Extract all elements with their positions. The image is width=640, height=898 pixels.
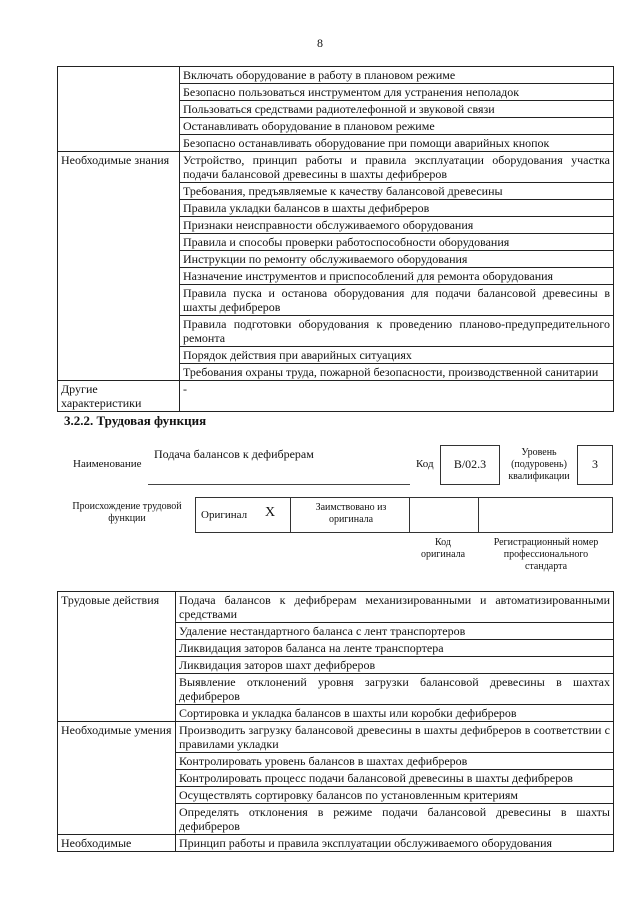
row-label-other: Другие характеристики <box>58 381 180 412</box>
table-cell: - <box>180 381 614 412</box>
table-cell: Сортировка и укладка балансов в шахты или коробки дефибреров <box>176 705 614 722</box>
table-cell: Признаки неисправности обслуживаемого оборудования <box>180 217 614 234</box>
table-cell: Безопасно пользоваться инструментом для устранения неполадок <box>180 84 614 101</box>
table-cell: Безопасно останавливать оборудование при помощи аварийных кнопок <box>180 135 614 152</box>
table-cell: Требования охраны труда, пожарной безопасности, производственной санитарии <box>180 364 614 381</box>
bottom-requirements-table <box>57 591 614 852</box>
name-label: Наименование <box>73 458 142 470</box>
table-cell: Подача балансов к дефибрерам механизированными и автоматизированными средствами <box>176 592 614 623</box>
code-label: Код <box>416 458 434 470</box>
row-label-actions: Трудовые действия <box>58 592 176 722</box>
table-cell: Правила укладки балансов в шахты дефибреров <box>180 200 614 217</box>
code-original-label: Код оригинала <box>420 537 466 560</box>
table-cell: Порядок действия при аварийных ситуациях <box>180 347 614 364</box>
row-label <box>58 67 180 152</box>
table-cell: Инструкции по ремонту обслуживаемого оборудования <box>180 251 614 268</box>
table-cell: Контролировать уровень балансов в шахтах дефибреров <box>176 753 614 770</box>
table-cell: Правила пуска и останова оборудования для подачи балансовой древесины в шахты дефибреров <box>180 285 614 316</box>
row-label-knowledge: Необходимые <box>58 835 176 852</box>
level-value: 3 <box>592 457 598 471</box>
origin-label: Происхождение трудовой функции <box>72 501 182 524</box>
original-mark: Х <box>265 505 276 520</box>
section-heading: 3.2.2. Трудовая функция <box>64 413 207 428</box>
reg-number-label: Регистрационный номер профессионального стандарта <box>493 537 599 572</box>
code-value: В/02.3 <box>453 457 487 471</box>
row-label-skills: Необходимые умения <box>58 722 176 835</box>
table-cell: Определять отклонения в режиме подачи балансовой древесины в шахты дефибреров <box>176 804 614 835</box>
borrowed-label: Заимствовано из оригинала <box>315 502 387 525</box>
table-cell: Устройство, принцип работы и правила эксплуатации оборудования участка подачи балансовой древесины в шахты дефибреров <box>180 152 614 183</box>
page-number: 8 <box>317 36 323 50</box>
table-cell: Останавливать оборудование в плановом режиме <box>180 118 614 135</box>
top-requirements-table <box>57 66 614 412</box>
table-cell: Осуществлять сортировку балансов по установленным критериям <box>176 787 614 804</box>
table-cell: Контролировать процесс подачи балансовой древесины в шахты дефибреров <box>176 770 614 787</box>
table-cell: Ликвидация заторов шахт дефибреров <box>176 657 614 674</box>
table-cell: Правила подготовки оборудования к проведению планово-предупредительного ремонта <box>180 316 614 347</box>
origin-box <box>195 497 613 533</box>
original-label: Оригинал <box>201 509 248 521</box>
level-label: Уровень (подуровень) квалификации <box>508 447 570 482</box>
table-cell: Принцип работы и правила эксплуатации обслуживаемого оборудования <box>176 835 614 852</box>
table-cell: Пользоваться средствами радиотелефонной и звуковой связи <box>180 101 614 118</box>
row-label-knowledge: Необходимые знания <box>58 152 180 381</box>
table-cell: Требования, предъявляемые к качеству балансовой древесины <box>180 183 614 200</box>
table-cell: Правила и способы проверки работоспособности оборудования <box>180 234 614 251</box>
table-cell: Удаление нестандартного баланса с лент транспортеров <box>176 623 614 640</box>
table-cell: Выявление отклонений уровня загрузки балансовой древесины в шахтах дефибреров <box>176 674 614 705</box>
table-cell: Назначение инструментов и приспособлений для ремонта оборудования <box>180 268 614 285</box>
function-name: Подача балансов к дефибрерам <box>154 447 314 461</box>
table-cell: Производить загрузку балансовой древесины в шахты дефибреров в соответствии с правилами укладки <box>176 722 614 753</box>
table-cell: Включать оборудование в работу в плановом режиме <box>180 67 614 84</box>
table-cell: Ликвидация заторов баланса на ленте транспортера <box>176 640 614 657</box>
